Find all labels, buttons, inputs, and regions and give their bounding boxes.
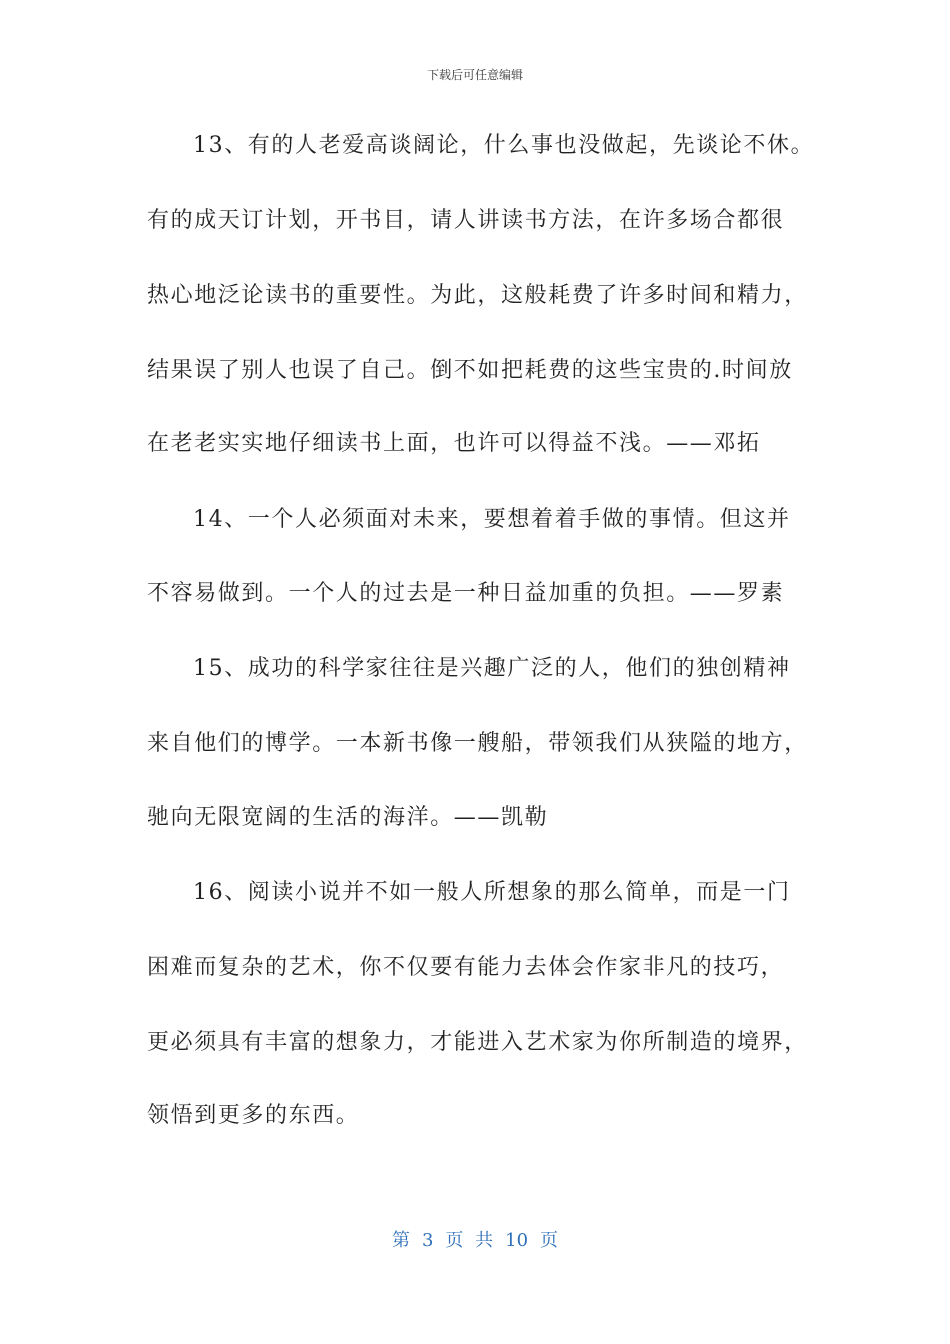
paragraph-15-line-1: 15、成功的科学家往往是兴趣广泛的人，他们的独创精神: [193, 656, 791, 681]
paragraph-13-line-3: 热心地泛论读书的重要性。为此，这般耗费了许多时间和精力，: [147, 283, 808, 308]
footer-page-number: 3: [421, 1230, 434, 1251]
footer-prefix: 第: [391, 1230, 410, 1251]
footer-middle: 页 共: [445, 1230, 494, 1251]
paragraph-14-line-2: 不容易做到。一个人的过去是一种日益加重的负担。——罗素: [147, 581, 785, 606]
footer-total-pages: 10: [505, 1230, 529, 1251]
paragraph-16-line-3: 更必须具有丰富的想象力，才能进入艺术家为你所制造的境界，: [147, 1030, 808, 1055]
paragraph-14-line-1: 14、一个人必须面对未来，要想着着手做的事情。但这并: [193, 507, 791, 532]
paragraph-13-line-4: 结果误了别人也误了自己。倒不如把耗费的这些宝贵的.时间放: [147, 358, 793, 383]
paragraph-13-line-2: 有的成天订计划，开书目，请人讲读书方法，在许多场合都很: [147, 208, 785, 233]
footer-suffix: 页: [540, 1230, 559, 1251]
page-footer: [0, 1226, 950, 1252]
paragraph-15-line-3: 驰向无限宽阔的生活的海洋。——凯勒: [147, 805, 549, 830]
paragraph-16-line-2: 困难而复杂的艺术，你不仅要有能力去体会作家非凡的技巧，: [147, 955, 785, 980]
header-note: 下载后可任意编辑: [426, 68, 523, 82]
paragraph-15-line-2: 来自他们的博学。一本新书像一艘船，带领我们从狭隘的地方，: [147, 731, 808, 756]
paragraph-16-line-1: 16、阅读小说并不如一般人所想象的那么简单，而是一门: [193, 880, 791, 905]
paragraph-13-line-1: 13、有的人老爱高谈阔论，什么事也没做起，先谈论不休。: [193, 133, 815, 158]
paragraph-16-line-4: 领悟到更多的东西。: [147, 1103, 360, 1128]
paragraph-13-line-5: 在老老实实地仔细读书上面，也许可以得益不浅。——邓拓: [147, 431, 761, 456]
